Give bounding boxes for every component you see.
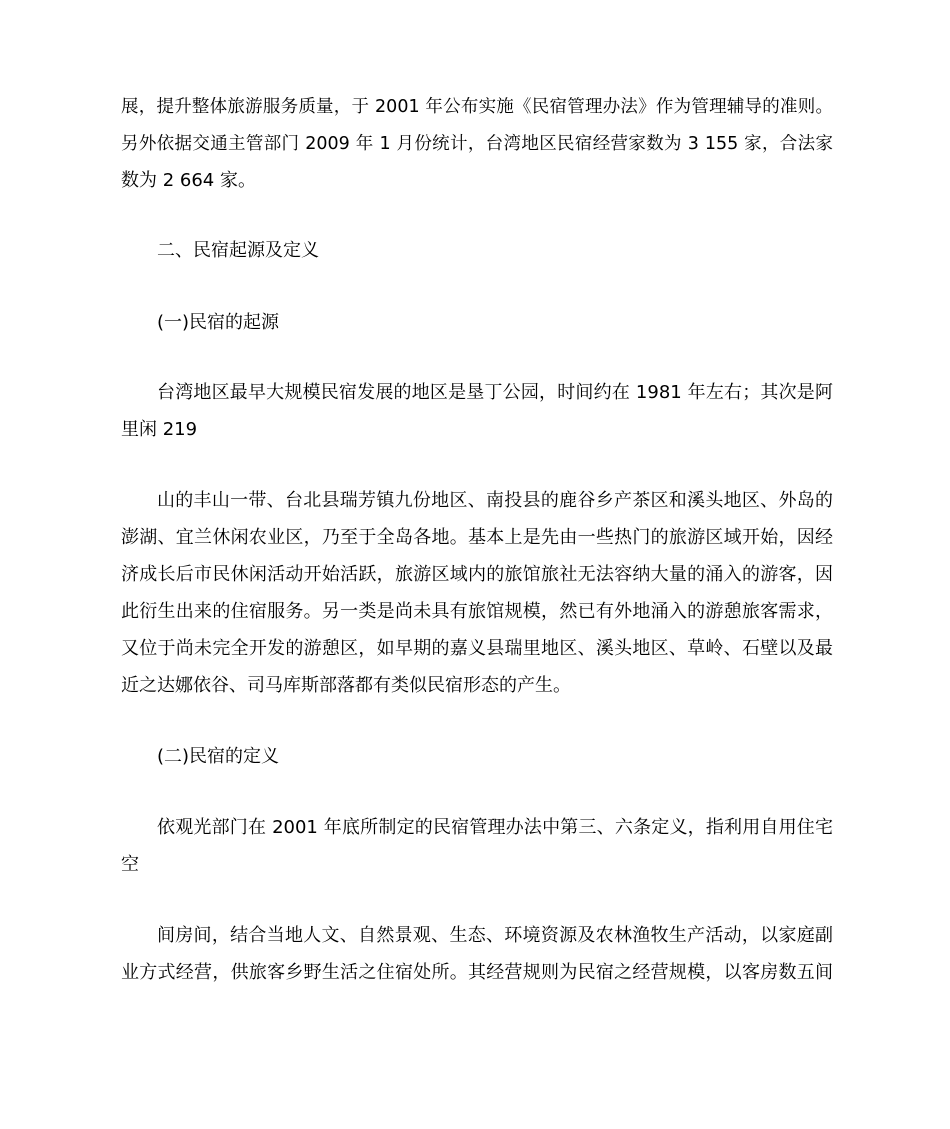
body-line: 间房间，结合当地人文、自然景观、生态、环境资源及农林渔牧生产活动，以家庭副 <box>157 925 833 946</box>
body-line: 数为 2 664 家。 <box>121 170 256 191</box>
body-line: 台湾地区最早大规模民宿发展的地区是垦丁公园，时间约在 1981 年左右；其次是阿 <box>157 382 833 403</box>
body-line: 展，提升整体旅游服务质量，于 2001 年公布实施《民宿管理办法》作为管理辅导的准则。 <box>121 97 833 117</box>
body-line: 依观光部门在 2001 年底所制定的民宿管理办法中第三、六条定义，指利用自用住宅 <box>157 817 833 838</box>
body-line: 业方式经营，供旅客乡野生活之住宿处所。其经营规则为民宿之经营规模，以客房数五间 <box>121 962 833 983</box>
section-heading: 二、民宿起源及定义 <box>157 240 319 261</box>
body-line: 山的丰山一带、台北县瑞芳镇九份地区、南投县的鹿谷乡产茶区和溪头地区、外岛的 <box>157 490 833 511</box>
body-line: 澎湖、宜兰休闲农业区，乃至于全岛各地。基本上是先由一些热门的旅游区域开始，因经 <box>121 527 833 548</box>
subsection-heading: (二)民宿的定义 <box>157 746 280 767</box>
body-line: 空 <box>121 854 139 875</box>
body-line: 此衍生出来的住宿服务。另一类是尚未具有旅馆规模，然已有外地涌入的游憩旅客需求， <box>121 601 833 622</box>
subsection-heading: (一)民宿的起源 <box>157 312 280 333</box>
body-line: 近之达娜依谷、司马库斯部落都有类似民宿形态的产生。 <box>121 675 571 696</box>
body-line: 另外依据交通主管部门 2009 年 1 月份统计，台湾地区民宿经营家数为 3 155 家，合法家 <box>121 134 833 154</box>
body-line: 里闲 219 <box>121 419 198 440</box>
body-line: 济成长后市民休闲活动开始活跃，旅游区域内的旅馆旅社无法容纳大量的涌入的游客，因 <box>121 564 833 585</box>
body-line: 又位于尚未完全开发的游憩区，如早期的嘉义县瑞里地区、溪头地区、草岭、石壁以及最 <box>121 638 833 659</box>
